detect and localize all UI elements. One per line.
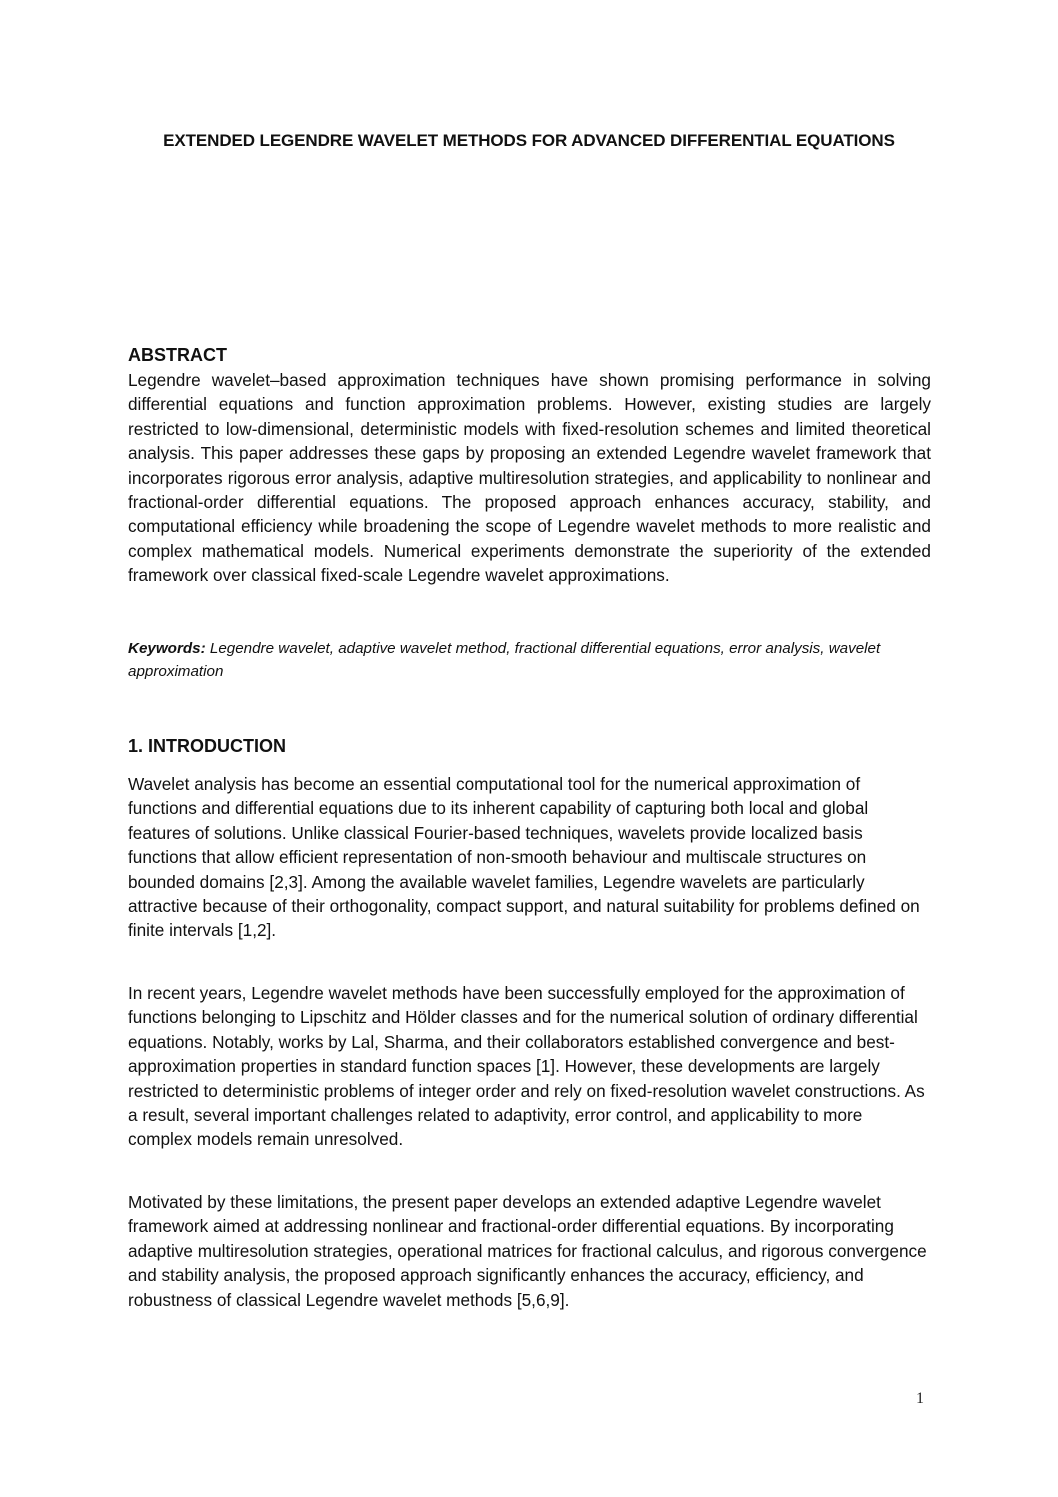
abstract-body: Legendre wavelet–based approximation techniques have shown promising performance in solving differential equations and function approximation problems. However, existing studies are largely restricted to low-dimensional, deterministic models with fixed-resolution schemes and limited theoretical analysis. This paper addresses these gaps by proposing an extended Legendre wavelet framework that incorporates rigorous error analysis, adaptive multiresolution strategies, and applicability to nonlinear and fractional-order differential equations. The proposed approach enhances accuracy, stability, and computational efficiency while broadening the scope of Legendre wavelet methods to more realistic and complex mathematical models. Numerical experiments demonstrate the superiority of the extended framework over classical fixed-scale Legendre wavelet approximations. [128, 370, 931, 586]
keywords-text: Legendre wavelet, adaptive wavelet method, fractional differential equations, error analysis, wavelet approximation [128, 640, 881, 680]
introduction-paragraph: Motivated by these limitations, the present paper develops an extended adaptive Legendre wavelet framework aimed at addressing nonlinear and fractional-order differential equations. By incorporating adaptive multiresolution strategies, operational matrices for fractional calculus, and rigorous convergence and stability analysis, the proposed approach significantly enhances the accuracy, efficiency, and robustness of classical Legendre wavelet methods [5,6,9]. [128, 1192, 927, 1310]
abstract-heading: ABSTRACT [128, 345, 227, 365]
introduction-paragraph: Wavelet analysis has become an essential computational tool for the numerical approximation of functions and differential equations due to its inherent capability of capturing both local and global features of solutions. Unlike classical Fourier-based techniques, wavelets provide localized basis functions that allow efficient representation of non-smooth behaviour and multiscale structures on bounded domains [2,3]. Among the available wavelet families, Legendre wavelets are particularly attractive because of their orthogonality, compact support, and natural suitability for problems defined on finite intervals [1,2]. [128, 774, 920, 941]
introduction-heading: 1. INTRODUCTION [128, 736, 287, 756]
introduction-paragraph: In recent years, Legendre wavelet methods have been successfully employed for the approximation of functions belonging to Lipschitz and Hölder classes and for the numerical solution of ordinary differential equations. Notably, works by Lal, Sharma, and their collaborators established convergence and best-approximation properties in standard function spaces [1]. However, these developments are largely restricted to deterministic problems of integer order and rely on fixed-resolution wavelet constructions. As a result, several important challenges related to adaptivity, error control, and applicability to more complex models remain unresolved. [128, 983, 925, 1150]
keywords [128, 637, 931, 683]
paper-title: EXTENDED LEGENDRE WAVELET METHODS FOR ADVANCED DIFFERENTIAL EQUATIONS [163, 131, 895, 150]
keywords-label: Keywords: [128, 640, 206, 657]
page-number: 1 [916, 1390, 924, 1407]
